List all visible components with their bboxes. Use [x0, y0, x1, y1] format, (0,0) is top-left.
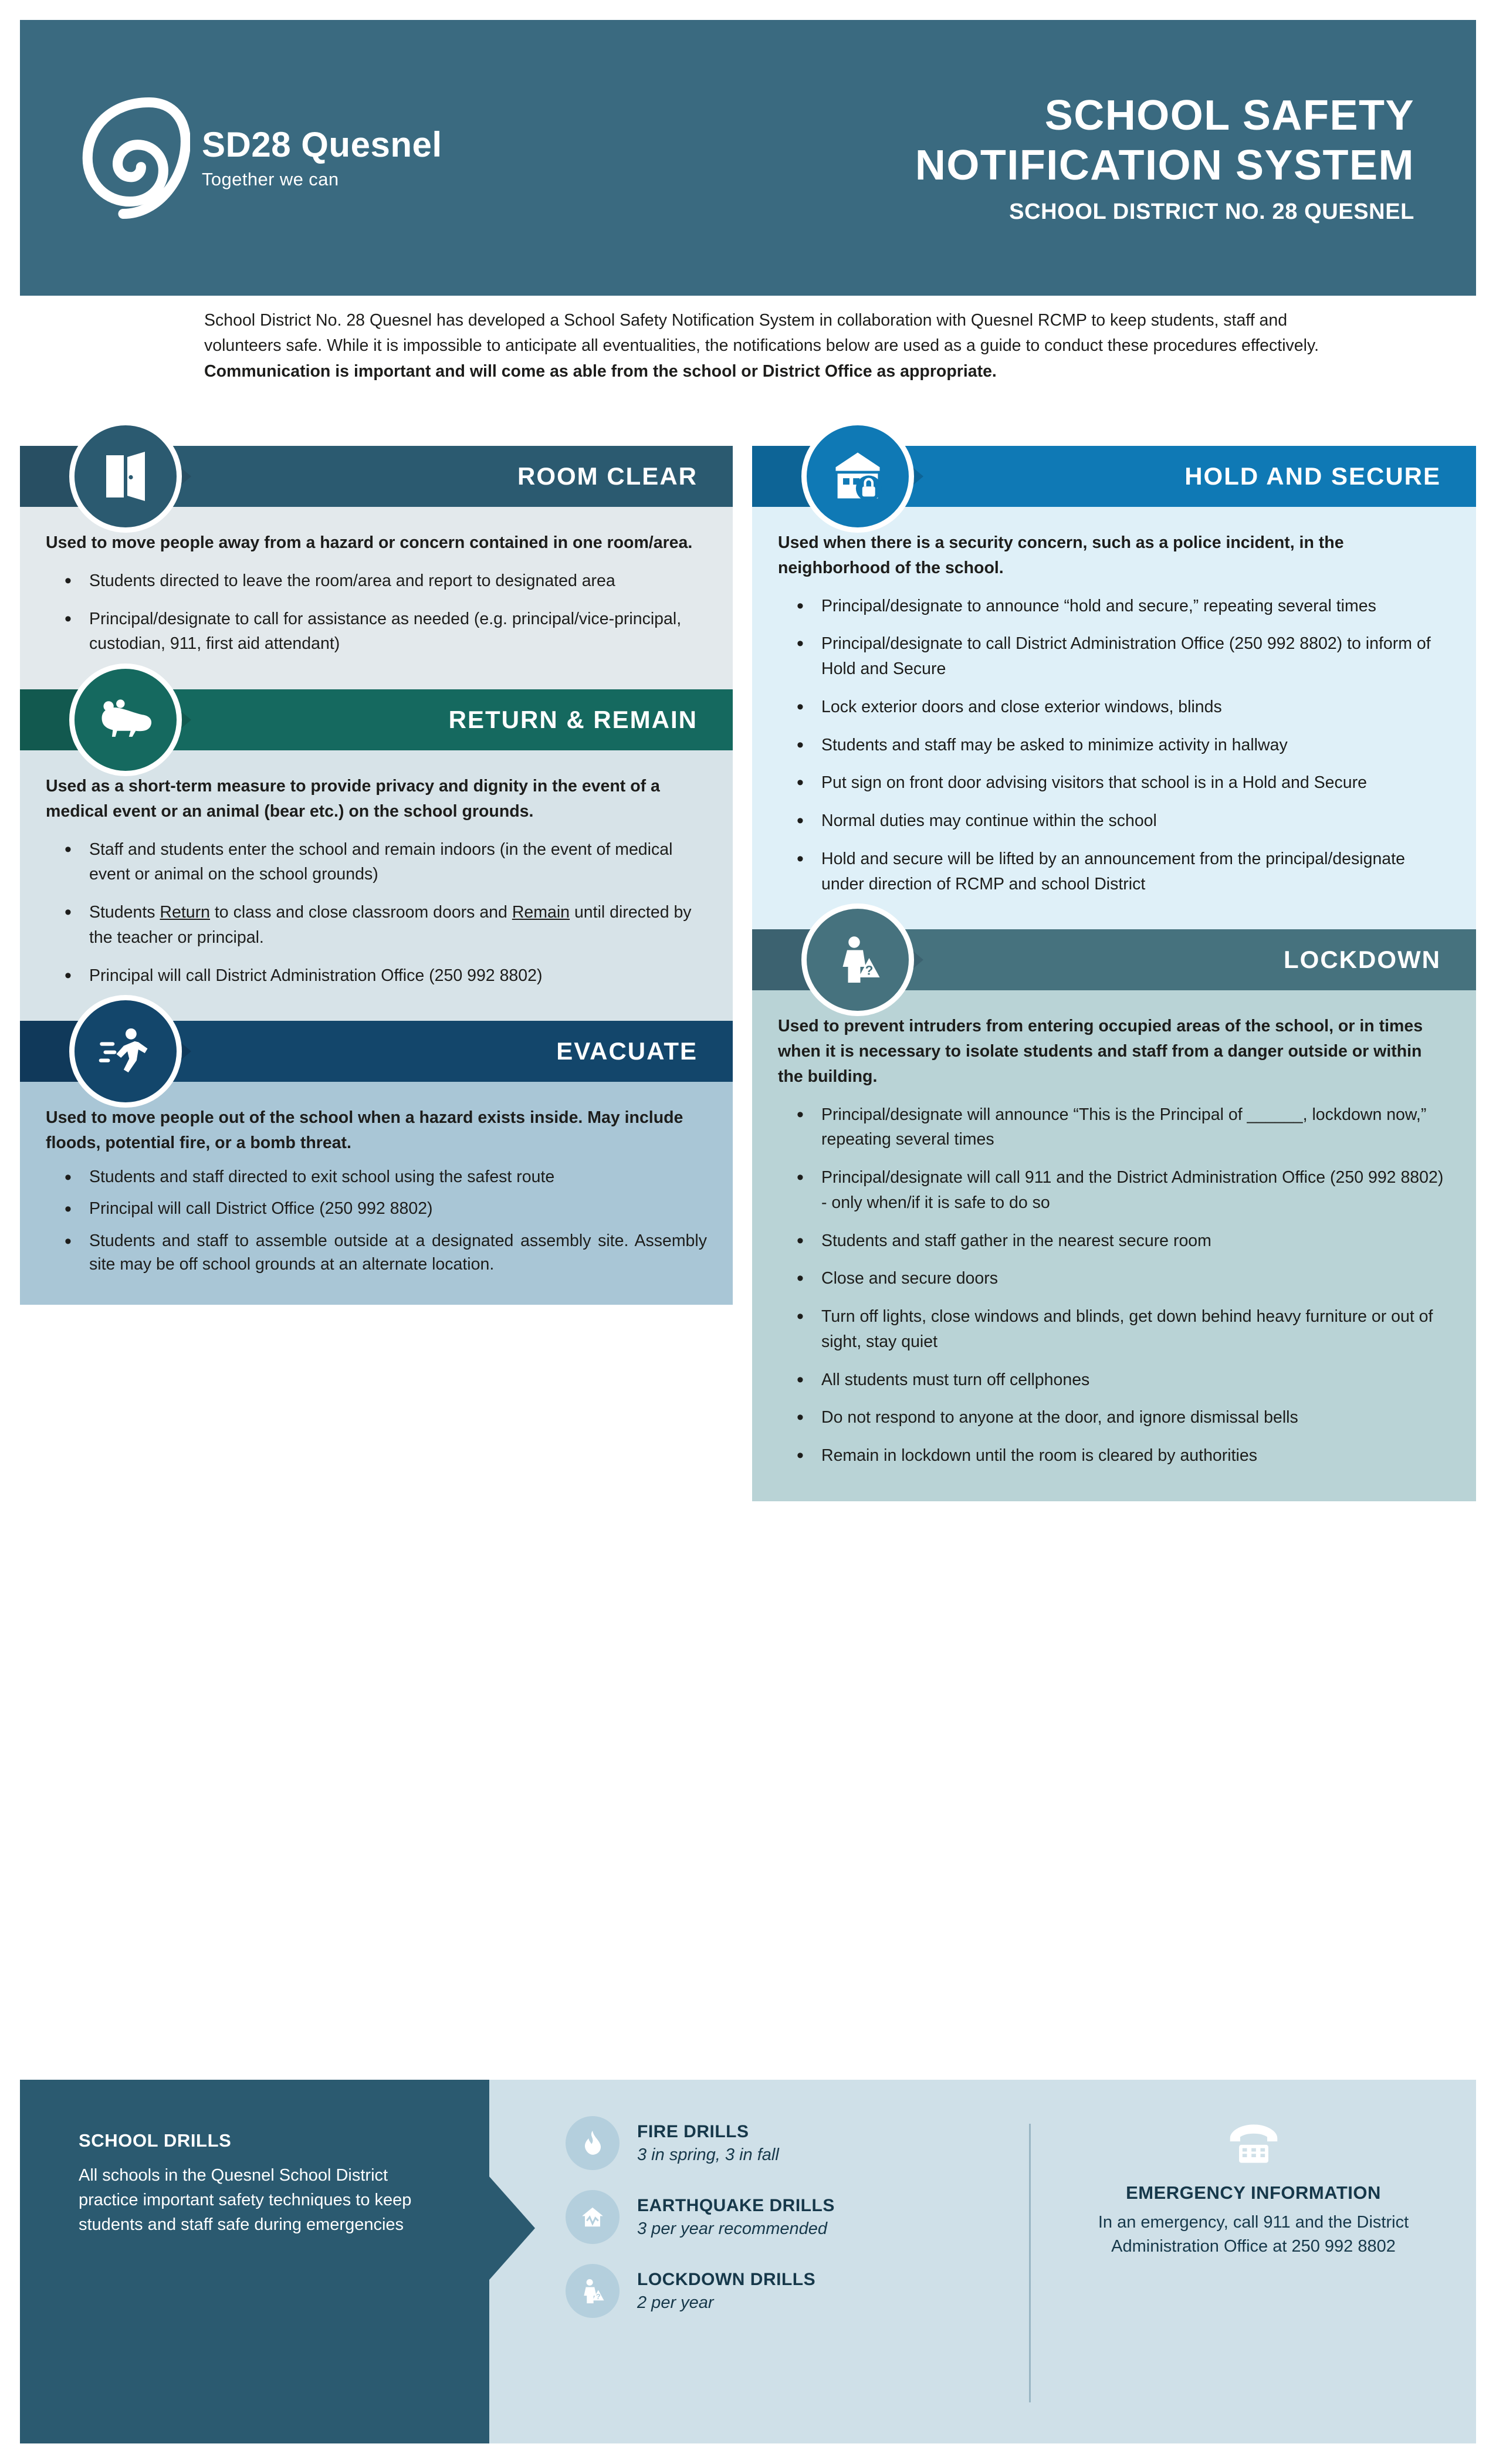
- list-item: • Principal/designate will call 911 and the District Administration Office (250 992 8802) - only when/if it is safe to do so: [813, 1165, 1450, 1216]
- drill-sub: 3 in spring, 3 in fall: [637, 2145, 779, 2164]
- section-lockdown: [752, 929, 1476, 1501]
- list-item: • Close and secure doors: [813, 1266, 1450, 1291]
- emergency-heading: EMERGENCY INFORMATION: [1126, 2182, 1381, 2203]
- earthquake-house-icon: [566, 2190, 620, 2244]
- person-alert-icon: [566, 2264, 620, 2318]
- list-item: • Lock exterior doors and close exterior windows, blinds: [813, 695, 1450, 720]
- drill-item-fire: [566, 2116, 1029, 2170]
- drill-list: [489, 2080, 1029, 2443]
- school-drills-text: All schools in the Quesnel School District practice important safety techniques to keep students and staff safe during emergencies: [79, 2166, 412, 2235]
- drill-title: EARTHQUAKE DRILLS: [637, 2195, 835, 2215]
- list-item: • Principal/designate to announce “hold and secure,” repeating several times: [813, 594, 1450, 619]
- header-title-block: [501, 91, 1476, 225]
- drill-text-lockdown: [637, 2270, 815, 2313]
- list-item: • Students and staff to assemble outside at a designated assembly site. Assembly site may be off school grounds at an alternate location.: [81, 1229, 707, 1277]
- emergency-information-block: [1031, 2080, 1476, 2443]
- list-item: • Put sign on front door advising visitors that school is in a Hold and Secure: [813, 770, 1450, 796]
- telephone-icon: [1031, 2122, 1476, 2168]
- page-title-line1: SCHOOL SAFETY: [1044, 92, 1414, 139]
- section-points-lockdown: [778, 1102, 1450, 1468]
- drill-item-earthquake: [566, 2190, 1029, 2244]
- list-item: • All students must turn off cellphones: [813, 1368, 1450, 1393]
- intro-text: School District No. 28 Quesnel has developed a School Safety Notification System in collaboration with Quesnel RCMP to keep students, staff and volunteers safe. While it is impossible to anticipate all eventualities, the notifications below are used as a guide to conduct these procedures effectively.: [204, 311, 1319, 356]
- section-title-lockdown: LOCKDOWN: [1284, 946, 1441, 974]
- section-evacuate: [20, 1021, 733, 1304]
- open-door-icon: [69, 420, 182, 533]
- list-item: • Students and staff may be asked to minimize activity in hallway: [813, 733, 1450, 758]
- section-hold-and-secure: [752, 446, 1476, 929]
- section-room-clear: [20, 446, 733, 689]
- list-item: • Principal/designate to call District Administration Office (250 992 8802) to inform of Hold and Secure: [813, 631, 1450, 682]
- list-item: • Principal will call District Office (250 992 8802): [81, 1197, 707, 1220]
- section-lead-return-remain: Used as a short-term measure to provide privacy and dignity in the event of a medical event or an animal (bear etc.) on the school grounds.: [46, 777, 660, 821]
- list-item: • Principal/designate will announce “This is the Principal of ______, lockdown now,” repeating several times: [813, 1102, 1450, 1153]
- drill-text-fire: [637, 2122, 779, 2165]
- page-title-line2: NOTIFICATION SYSTEM: [915, 141, 1414, 189]
- section-body-return-remain: [20, 750, 733, 1021]
- section-lead-evacuate: Used to move people out of the school when a hazard exists inside. May include floods, potential fire, or a bomb threat.: [46, 1108, 683, 1152]
- section-body-evacuate: [20, 1082, 733, 1304]
- section-title-return-remain: RETURN & REMAIN: [448, 706, 698, 733]
- spiral-logo-icon: [79, 95, 190, 221]
- list-item: • Hold and secure will be lifted by an announcement from the principal/designate under direction of RCMP and school District: [813, 847, 1450, 897]
- drill-text-earthquake: [637, 2196, 835, 2239]
- drill-sub: 2 per year: [637, 2293, 714, 2312]
- left-column: [20, 446, 733, 1305]
- district-logo: [20, 95, 501, 221]
- section-lead-hold-and-secure: Used when there is a security concern, such as a police incident, in the neighborhood of the school.: [778, 533, 1344, 577]
- drill-item-lockdown: [566, 2264, 1029, 2318]
- emergency-text: In an emergency, call 911 and the District Administration Office at 250 992 8802: [1098, 2213, 1409, 2256]
- svg-text:?: ?: [865, 963, 874, 978]
- drill-sub: 3 per year recommended: [637, 2219, 827, 2238]
- running-person-icon: [69, 995, 182, 1108]
- intro-paragraph: [204, 308, 1331, 384]
- logo-subtitle: Together we can: [202, 168, 339, 189]
- section-points-return-remain: [46, 837, 707, 989]
- section-points-room-clear: [46, 568, 707, 656]
- list-item: • Students directed to leave the room/area and report to designated area: [81, 568, 707, 594]
- section-title-hold-and-secure: HOLD AND SECURE: [1184, 462, 1441, 490]
- list-item: • Staff and students enter the school and remain indoors (in the event of medical event or animal on the school grounds): [81, 837, 707, 888]
- section-title-room-clear: ROOM CLEAR: [517, 462, 698, 490]
- intro-bold-text: Communication is important and will come as able from the school or District Office as appropriate.: [204, 361, 997, 381]
- list-item: • Students and staff directed to exit school using the safest route: [81, 1165, 707, 1189]
- list-item: • Principal/designate to call for assistance as needed (e.g. principal/vice-principal, custodian, 911, first aid attendant): [81, 607, 707, 657]
- flame-icon: [566, 2116, 620, 2170]
- section-points-hold-and-secure: [778, 594, 1450, 897]
- list-item: • Principal will call District Administration Office (250 992 8802): [81, 963, 707, 989]
- page-footer: [20, 2080, 1476, 2443]
- section-lead-lockdown: Used to prevent intruders from entering occupied areas of the school, or in times when it is necessary to isolate students and staff from a danger outside or within the building.: [778, 1017, 1423, 1086]
- section-title-evacuate: EVACUATE: [556, 1037, 698, 1065]
- section-return-remain: [20, 689, 733, 1021]
- school-drills-block: [20, 2080, 489, 2443]
- list-item: • Normal duties may continue within the school: [813, 808, 1450, 834]
- section-lead-room-clear: Used to move people away from a hazard or concern contained in one room/area.: [46, 533, 693, 552]
- section-body-room-clear: [20, 507, 733, 689]
- section-body-hold-and-secure: [752, 507, 1476, 929]
- page-subtitle: SCHOOL DISTRICT NO. 28 QUESNEL: [1009, 199, 1414, 225]
- section-points-evacuate: [46, 1165, 707, 1277]
- drill-title: FIRE DRILLS: [637, 2121, 749, 2141]
- bear-icon: [69, 664, 182, 776]
- svg-text:?: ?: [595, 2292, 601, 2301]
- drill-title: LOCKDOWN DRILLS: [637, 2269, 816, 2289]
- section-body-lockdown: [752, 990, 1476, 1501]
- school-drills-heading: SCHOOL DRILLS: [79, 2130, 232, 2151]
- person-alert-icon: [801, 903, 914, 1016]
- logo-title: SD28 Quesnel: [202, 124, 442, 164]
- list-item: • Turn off lights, close windows and blinds, get down behind heavy furniture or out of sight, stay quiet: [813, 1304, 1450, 1355]
- list-item: • Remain in lockdown until the room is cleared by authorities: [813, 1443, 1450, 1468]
- page-header: [20, 20, 1476, 296]
- list-item: • Do not respond to anyone at the door, and ignore dismissal bells: [813, 1405, 1450, 1430]
- logo-wordmark: [202, 126, 442, 190]
- school-lock-icon: [801, 420, 914, 533]
- list-item: • Students and staff gather in the nearest secure room: [813, 1228, 1450, 1254]
- right-column: [752, 446, 1476, 1501]
- list-item: • Students Return to class and close classroom doors and Remain until directed by the teacher or principal.: [81, 900, 707, 950]
